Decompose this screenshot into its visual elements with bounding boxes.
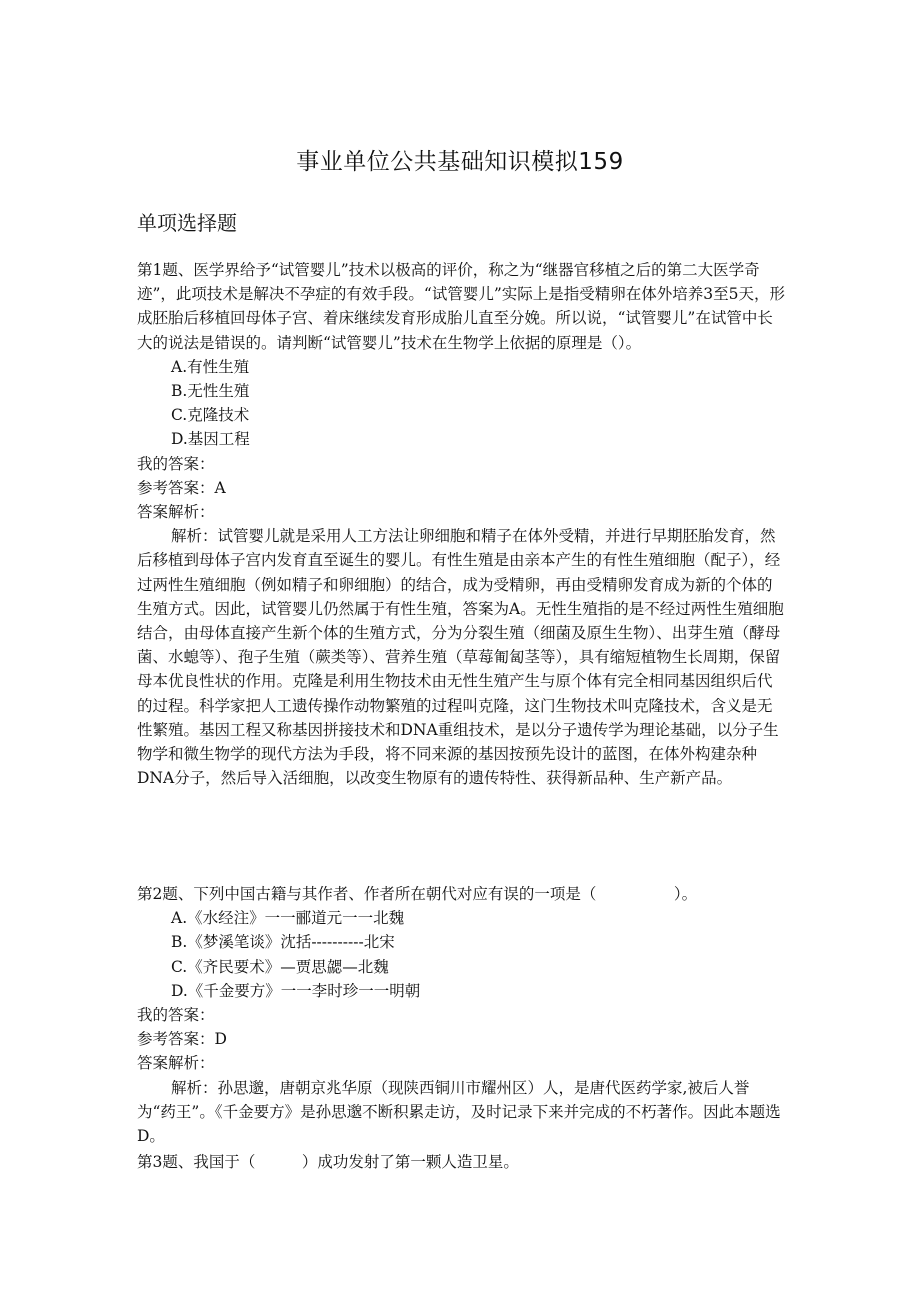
question-1 (137, 258, 787, 790)
question-3 (137, 1150, 787, 1174)
section-heading: 单项选择题 (137, 211, 237, 235)
option-b: B.《梦溪笔谈》沈括----------北宋 (171, 933, 395, 952)
analysis-label: 答案解析： (137, 1054, 215, 1073)
option-c: C.克隆技术 (171, 406, 250, 425)
analysis-text: 解析：孙思邈，唐朝京兆华原（现陕西铜川市耀州区）人，是唐代医药学家,被后人誉为“药王”。《千金要方》是孙思邈不断积累走访，及时记录下来并完成的不朽著作。因此本题选D。 (137, 1078, 781, 1146)
my-answer-label: 我的答案： (137, 1006, 215, 1025)
question-2 (137, 882, 787, 1148)
question-stem: 第1题、医学界给予“试管婴儿”技术以极高的评价，称之为“继器官移植之后的第二大医学奇迹”，此项技术是解决不孕症的有效手段。“试管婴儿”实际上是指受精卵在体外培养3至5天，形成胚胎后移植回母体子宫、着床继续发育形成胎儿直至分娩。所以说，“试管婴儿”在试管中长大的说法是错误的。请判断“试管婴儿”技术在生物学上依据的原理是（）。 (137, 261, 785, 352)
analysis-text: 解析：试管婴儿就是采用人工方法让卵细胞和精子在体外受精，并进行早期胚胎发育，然后移植到母体子宫内发育直至诞生的婴儿。有性生殖是由亲本产生的有性生殖细胞（配子），经过两性生殖细胞（例如精子和卵细胞）的结合，成为受精卵，再由受精卵发育成为新的个体的生殖方式。因此，试管婴儿仍然属于有性生殖，答案为A。无性生殖指的是不经过两性生殖细胞结合，由母体直接产生新个体的生殖方式，分为分裂生殖（细菌及原生生物）、出芽生殖（酵母菌、水螅等）、孢子生殖（蕨类等）、营养生殖（草莓匍匐茎等），具有缩短植物生长周期，保留母本优良性状的作用。克隆是利用生物技术由无性生殖产生与原个体有完全相同基因组织后代的过程。科学家把人工遗传操作动物繁殖的过程叫克隆，这门生物技术叫克隆技术，含义是无性繁殖。基因工程又称基因拼接技术和DNA重组技术，是以分子遗传学为理论基础，以分子生物学和微生物学的现代方法为手段，将不同来源的基因按预先设计的蓝图，在体外构建杂种DNA分子，然后导入活细胞，以改变生物原有的遗传特性、获得新品种、生产新产品。 (137, 527, 784, 788)
question-stem: 第2题、下列中国古籍与其作者、作者所在朝代对应有误的一项是（ ）。 (137, 885, 698, 903)
option-a: A.有性生殖 (171, 357, 250, 376)
question-stem: 第3题、我国于（ ）成功发射了第一颗人造卫星。 (137, 1153, 519, 1171)
option-b: B.无性生殖 (171, 382, 250, 401)
my-answer-label: 我的答案： (137, 454, 215, 473)
option-c: C.《齐民要术》—贾思勰—北魏 (171, 957, 389, 976)
reference-answer: 参考答案：D (137, 1030, 227, 1049)
analysis-label: 答案解析： (137, 503, 215, 522)
option-d: D.基因工程 (171, 430, 250, 449)
reference-answer: 参考答案：A (137, 478, 226, 497)
page-title: 事业单位公共基础知识模拟159 (296, 149, 624, 175)
option-d: D.《千金要方》一一李时珍一一明朝 (171, 981, 421, 1000)
option-a: A.《水经注》一一郦道元一一北魏 (171, 909, 405, 928)
